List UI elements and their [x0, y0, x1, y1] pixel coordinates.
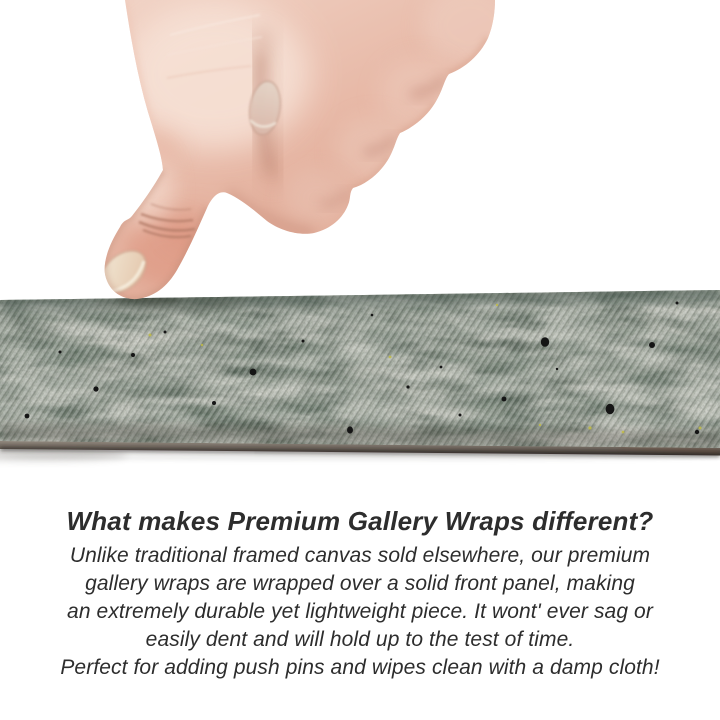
- fist-shape: [55, 0, 505, 305]
- caption-line-5: Perfect for adding push pins and wipes clean with a damp cloth!: [60, 656, 660, 679]
- caption-heading: What makes Premium Gallery Wraps different?: [66, 506, 654, 536]
- caption-line-3: an extremely durable yet lightweight piece. It wont' ever sag or: [67, 600, 653, 623]
- canvas-edge-photo: [0, 285, 720, 470]
- caption: [0, 505, 720, 682]
- caption-line-1: Unlike traditional framed canvas sold elsewhere, our premium: [69, 544, 651, 567]
- palm-highlight: [120, 0, 310, 150]
- caption-line-4: easily dent and will hold up to the test of time.: [145, 628, 575, 651]
- caption-line-2: gallery wraps are wrapped over a solid front panel, making: [85, 572, 635, 595]
- hand-pressing-thumb-photo: [55, 0, 505, 305]
